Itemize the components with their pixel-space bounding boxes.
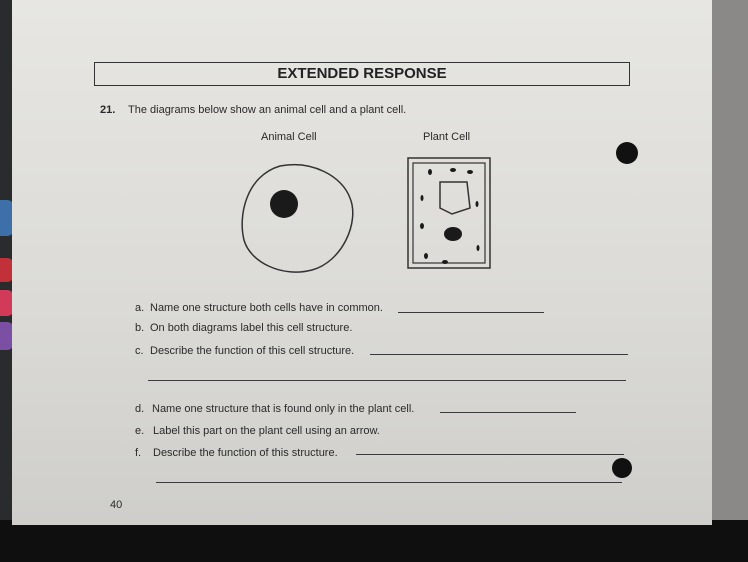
part-f-text: Describe the function of this structure. [153, 447, 338, 459]
part-a-answer-line[interactable] [398, 312, 544, 313]
hole-punch-bottom [612, 458, 632, 478]
hole-punch-top [616, 142, 638, 164]
part-e-text: Label this part on the plant cell using an arrow. [153, 425, 380, 437]
cell-diagrams [12, 0, 712, 525]
plant-cell-label: Plant Cell [423, 131, 471, 143]
section-title: EXTENDED RESPONSE [94, 62, 630, 86]
part-c-letter: c. [135, 345, 144, 357]
part-f-answer-line-1[interactable] [356, 454, 624, 455]
animal-cell-label: Animal Cell [261, 131, 317, 143]
page-number: 40 [110, 499, 123, 511]
plant-cell-nucleus [444, 227, 462, 241]
part-c-text: Describe the function of this cell structure. [150, 345, 355, 357]
plant-cell-vacuole [440, 182, 470, 214]
animal-cell-nucleus [270, 190, 298, 218]
part-d-answer-line[interactable] [440, 412, 576, 413]
part-a-letter: a. [135, 302, 145, 314]
animal-cell-membrane [242, 165, 353, 272]
part-f-letter: f. [135, 447, 142, 459]
part-e-letter: e. [135, 425, 145, 437]
worksheet-page [12, 0, 712, 525]
part-d-text: Name one structure that is found only in the plant cell. [152, 403, 415, 415]
question-number: 21. [100, 104, 116, 116]
part-c-answer-line-2[interactable] [148, 380, 626, 381]
part-d-letter: d. [135, 403, 145, 415]
part-a-text: Name one structure both cells have in common. [150, 302, 383, 314]
part-b-text: On both diagrams label this cell structure. [150, 322, 353, 334]
background-bottom [0, 520, 748, 562]
question-prompt: The diagrams below show an animal cell and a plant cell. [128, 104, 407, 116]
part-f-answer-line-2[interactable] [156, 482, 622, 483]
part-b-letter: b. [135, 322, 145, 334]
part-c-answer-line-1[interactable] [370, 354, 628, 355]
